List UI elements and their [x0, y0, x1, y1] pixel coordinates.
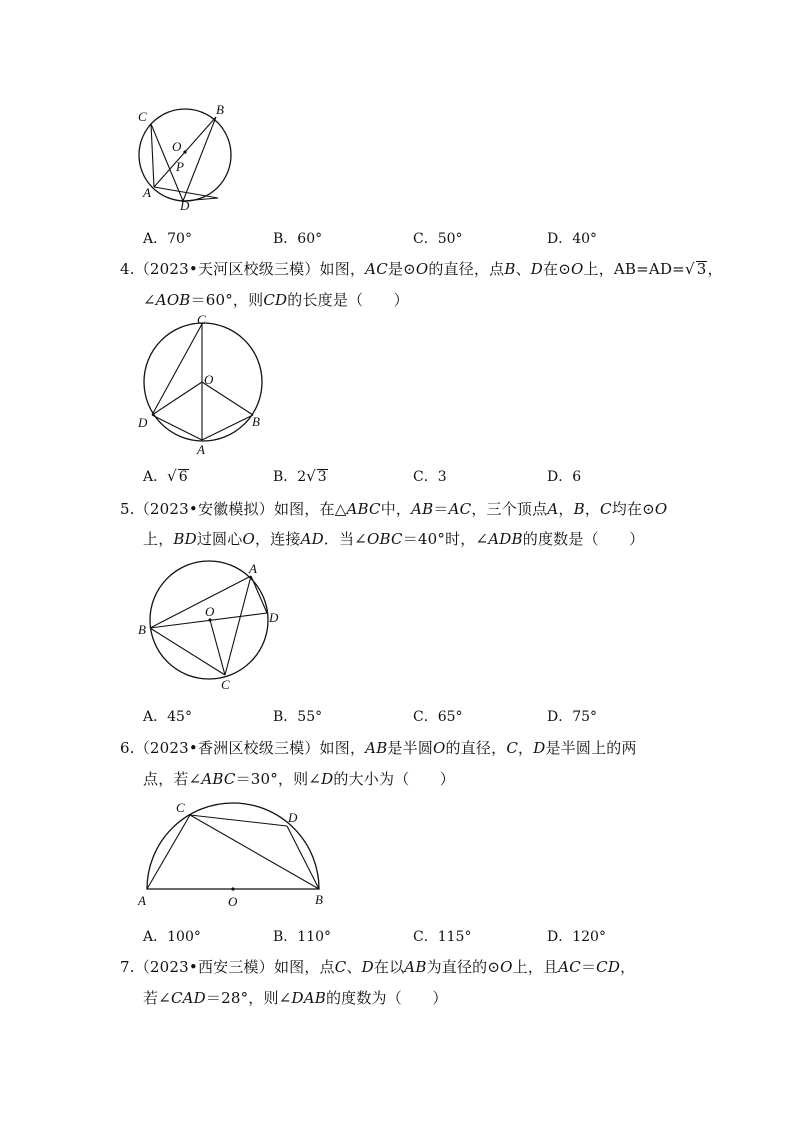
- q6-label-a: A: [138, 893, 146, 908]
- q6-center-dot: [231, 887, 234, 890]
- q5-option-d[interactable]: D．75°: [547, 709, 598, 725]
- q4-option-d[interactable]: D．6: [547, 469, 582, 485]
- q6-option-c[interactable]: C．115°: [413, 929, 472, 945]
- q4-label-a: A: [197, 442, 205, 457]
- q7-stem-line1: 7.（2023•西安三模）如图，点C、D在以AB为直径的⊙O上，且AC＝CD，: [120, 958, 636, 976]
- q4-label-d: D: [138, 415, 148, 430]
- q5-label-c: C: [221, 677, 230, 692]
- q3-figure: [130, 100, 240, 215]
- q6-stem-line2: 点，若∠ABC＝30°，则∠D的大小为（ ）: [143, 770, 455, 788]
- q4-label-b: B: [252, 414, 260, 429]
- q6-label-c: C: [176, 800, 185, 815]
- q4-option-b[interactable]: B．2√ 3: [273, 467, 327, 485]
- q6-stem-line1: 6.（2023•香洲区校级三模）如图，AB是半圆O的直径，C，D是半圆上的两: [120, 739, 637, 757]
- q5-stem-line1: 5.（2023•安徽模拟）如图，在△ABC中，AB＝AC，三个顶点A，B，C均在⊙O: [120, 500, 668, 518]
- q4-label-o: O: [204, 372, 214, 387]
- q6-options: [143, 926, 763, 948]
- q6-option-a[interactable]: A．100°: [143, 929, 201, 945]
- q6-figure: [135, 798, 335, 913]
- q5-label-b: B: [138, 622, 146, 637]
- q5-figure: [135, 558, 285, 698]
- q6-label-b: B: [315, 892, 323, 907]
- q4-lines: [152, 324, 253, 440]
- q3-lines: [151, 117, 218, 201]
- q4-stem-line1: 4.（2023•天河区校级三模）如图，AC是⊙O的直径，点B、D在⊙O上，AB=AD=√ 3，: [120, 260, 723, 278]
- q3-label-c: C: [138, 109, 147, 124]
- q4-option-c[interactable]: C．3: [413, 469, 447, 485]
- q4-stem-line2: ∠AOB＝60°，则CD的长度是（ ）: [143, 291, 409, 309]
- q3-option-a[interactable]: A．70°: [143, 231, 192, 247]
- q5-options: [143, 706, 763, 728]
- q3-options: [143, 228, 763, 250]
- q5-option-a[interactable]: A．45°: [143, 709, 192, 725]
- q3-label-b: B: [216, 102, 224, 117]
- q7-stem-line2: 若∠CAD＝28°，则∠DAB的度数为（ ）: [143, 989, 448, 1007]
- q3-label-p: P: [176, 159, 184, 174]
- q5-stem-line2: 上，BD过圆心O，连接AD．当∠OBC＝40°时，∠ADB的度数是（ ）: [143, 530, 645, 548]
- q4-label-c: C: [197, 312, 206, 327]
- q3-center-dot: [183, 150, 186, 153]
- q6-option-d[interactable]: D．120°: [547, 929, 606, 945]
- q5-option-b[interactable]: B．55°: [273, 709, 323, 725]
- q4-options: [143, 466, 763, 488]
- q4-figure: [135, 312, 270, 457]
- q4-option-a[interactable]: A．√ 6: [143, 467, 188, 485]
- q6-label-o: O: [228, 894, 238, 909]
- q3-label-a: A: [143, 185, 151, 200]
- q3-label-o: O: [172, 139, 182, 154]
- q5-label-a: A: [249, 561, 257, 576]
- q3-label-d: D: [180, 198, 190, 213]
- q6-lines: [147, 815, 319, 889]
- q5-lines: [150, 576, 267, 675]
- q3-option-b[interactable]: B．60°: [273, 231, 323, 247]
- q3-option-c[interactable]: C．50°: [413, 231, 463, 247]
- q5-label-o: O: [205, 604, 215, 619]
- q6-label-d: D: [288, 810, 298, 825]
- q3-option-d[interactable]: D．40°: [547, 231, 598, 247]
- q5-option-c[interactable]: C．65°: [413, 709, 463, 725]
- q5-label-d: D: [269, 610, 279, 625]
- q6-option-b[interactable]: B．110°: [273, 929, 332, 945]
